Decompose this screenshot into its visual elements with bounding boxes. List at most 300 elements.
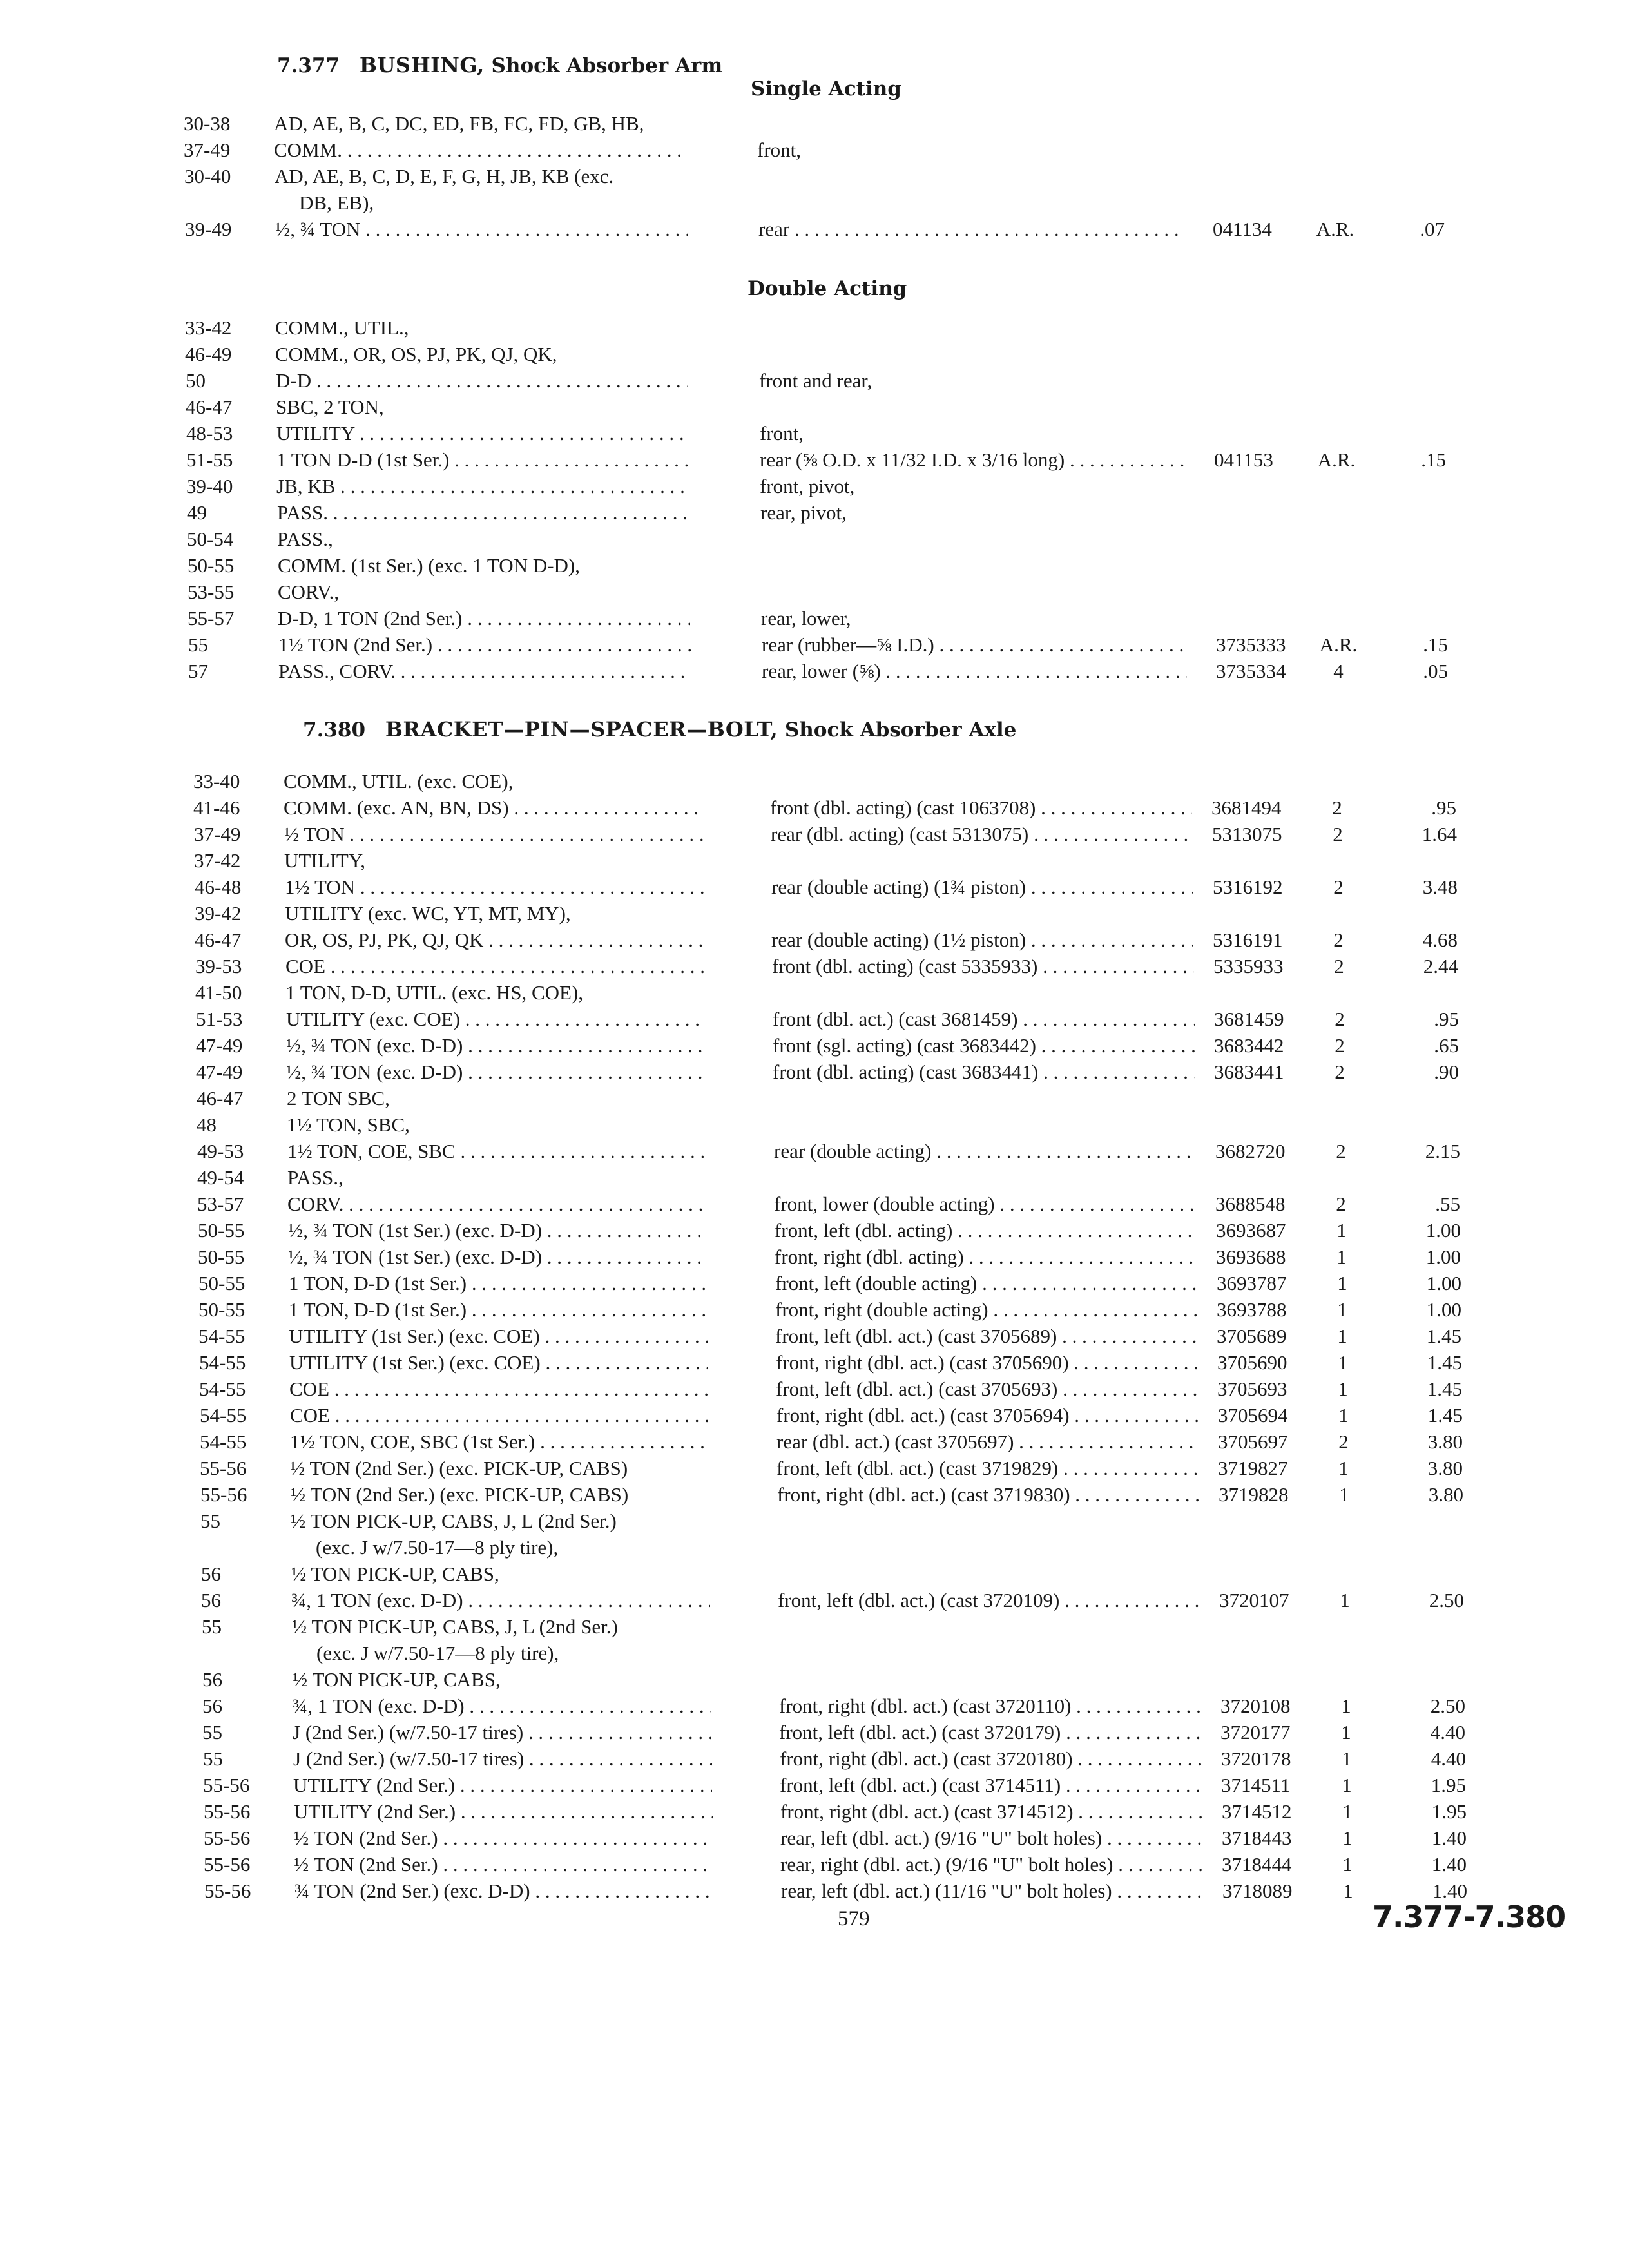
model-description: COMM., UTIL., xyxy=(275,316,409,339)
table-row xyxy=(0,1825,1629,1851)
year-range: 55 xyxy=(203,1747,223,1770)
model-description: ½, ¾ TON (exc. D-D) . . . xyxy=(286,1033,705,1059)
model-description: COMM. (1st Ser.) (exc. 1 TON D-D), xyxy=(278,554,580,577)
year-range: 55-56 xyxy=(200,1457,247,1479)
part-number: 3714511 xyxy=(1221,1774,1291,1796)
quantity: A.R. xyxy=(1317,448,1356,471)
year-range: 46-47 xyxy=(186,396,233,418)
part-number: 3688548 xyxy=(1215,1193,1286,1215)
price: .55 xyxy=(1435,1193,1460,1215)
part-number: 3683442 xyxy=(1214,1034,1284,1057)
model-description: (exc. J w/7.50-17—8 ply tire), xyxy=(316,1642,559,1664)
table-row xyxy=(0,795,1629,821)
model-description: COE . . . xyxy=(289,1376,708,1402)
model-description: PASS. . . . xyxy=(277,500,689,526)
part-description: front, left (dbl. acting) . . . xyxy=(775,1218,1197,1244)
model-description: 1 TON D-D (1st Ser.) . . . xyxy=(276,447,689,473)
model-description: ½ TON (2nd Ser.) (exc. PICK-UP, CABS) xyxy=(291,1483,629,1506)
table-row xyxy=(0,1376,1629,1402)
price: 1.40 xyxy=(1431,1853,1467,1876)
model-description: 1 TON, D-D, UTIL. (exc. HS, COE), xyxy=(285,981,584,1004)
price: 1.40 xyxy=(1432,1879,1467,1902)
model-description: ½ TON PICK-UP, CABS, J, L (2nd Ser.) xyxy=(292,1615,618,1638)
price: 4.68 xyxy=(1422,928,1458,951)
year-range: 46-47 xyxy=(195,928,242,951)
model-description: UTILITY (2nd Ser.) . . . xyxy=(293,1773,712,1798)
table-row xyxy=(0,901,1629,927)
part-number: 3681494 xyxy=(1211,796,1282,819)
model-description: COE . . . xyxy=(285,954,704,979)
model-description: PASS., xyxy=(287,1166,343,1189)
model-description: 1½ TON, SBC, xyxy=(287,1113,410,1136)
price: 1.00 xyxy=(1425,1245,1461,1268)
model-description: ½ TON (2nd Ser.) . . . xyxy=(294,1852,713,1878)
part-number: 3683441 xyxy=(1214,1061,1284,1083)
table-row xyxy=(0,190,1629,216)
table-row xyxy=(0,848,1629,874)
table-row xyxy=(0,1535,1629,1561)
part-description: front, left (dbl. act.) (cast 3705689) . . . xyxy=(775,1323,1197,1349)
part-number: 5316191 xyxy=(1213,928,1283,951)
year-range: 55-56 xyxy=(200,1483,247,1506)
price: 1.45 xyxy=(1427,1351,1462,1374)
price: 4.40 xyxy=(1431,1747,1466,1770)
table-row xyxy=(0,1693,1629,1719)
table-row xyxy=(0,980,1629,1006)
quantity: 2 xyxy=(1338,1430,1349,1453)
model-description: ½ TON PICK-UP, CABS, xyxy=(293,1668,501,1691)
year-range: 39-53 xyxy=(195,955,242,977)
year-range: 57 xyxy=(188,660,208,682)
part-description: front, right (dbl. act.) (cast 3714512) . . . xyxy=(780,1799,1202,1825)
part-description: rear, lower, xyxy=(761,607,851,629)
part-description: front, pivot, xyxy=(760,475,855,497)
quantity: 2 xyxy=(1333,876,1344,898)
price: .15 xyxy=(1423,633,1448,656)
year-range: 46-48 xyxy=(195,876,242,898)
table-row xyxy=(0,1720,1629,1745)
table-row xyxy=(0,1508,1629,1534)
price: .95 xyxy=(1431,796,1456,819)
year-range: 37-42 xyxy=(194,849,241,872)
year-range: 39-42 xyxy=(195,902,242,925)
part-number: 041153 xyxy=(1214,448,1273,471)
quantity: 1 xyxy=(1337,1298,1347,1321)
model-description: PASS., CORV. . . . xyxy=(278,658,691,684)
section-range: 7.377-7.380 xyxy=(1373,1899,1566,1934)
part-number: 3681459 xyxy=(1214,1008,1284,1030)
part-description: front, xyxy=(757,139,802,161)
year-range: 54-55 xyxy=(199,1378,246,1400)
year-range: 50-55 xyxy=(198,1272,246,1294)
quantity: 2 xyxy=(1334,955,1344,977)
quantity: A.R. xyxy=(1319,633,1358,656)
model-description: 1½ TON . . . xyxy=(285,874,704,900)
model-description: COMM., OR, OS, PJ, PK, QJ, QK, xyxy=(275,343,557,365)
part-description: front (dbl. act.) (cast 3681459) . . . xyxy=(773,1006,1195,1032)
part-number: 3693687 xyxy=(1216,1219,1286,1242)
quantity: 1 xyxy=(1337,1272,1347,1294)
year-range: 30-40 xyxy=(184,165,231,187)
year-range: 54-55 xyxy=(200,1404,247,1427)
table-row xyxy=(0,954,1629,979)
year-range: 47-49 xyxy=(196,1061,243,1083)
quantity: 1 xyxy=(1341,1721,1351,1744)
model-description: COE . . . xyxy=(290,1403,709,1428)
quantity: A.R. xyxy=(1316,218,1354,240)
part-description: rear, left (dbl. act.) (11/16 "U" bolt holes) . . . xyxy=(781,1878,1203,1904)
model-description: OR, OS, PJ, PK, QJ, QK . . . xyxy=(285,927,704,953)
page-number: 579 xyxy=(838,1907,870,1930)
part-description: rear, pivot, xyxy=(760,501,847,524)
single-acting-heading: Single Acting xyxy=(751,77,901,101)
model-description: D-D, 1 TON (2nd Ser.) . . . xyxy=(278,606,690,631)
section-subtitle: Shock Absorber Axle xyxy=(784,718,1017,742)
table-row xyxy=(0,526,1629,552)
model-description: COMM., UTIL. (exc. COE), xyxy=(284,770,514,793)
part-description: rear (double acting) (1½ piston) . . . xyxy=(771,927,1193,953)
part-description: rear, right (dbl. act.) (9/16 "U" bolt holes) . . . xyxy=(780,1852,1202,1878)
price: .05 xyxy=(1423,660,1448,682)
section-name: BUSHING, xyxy=(359,53,485,77)
year-range: 30-38 xyxy=(184,112,231,135)
year-range: 37-49 xyxy=(184,139,231,161)
price: 1.64 xyxy=(1422,823,1457,845)
price: .07 xyxy=(1420,218,1445,240)
table-row xyxy=(0,1271,1629,1296)
part-description: front (dbl. acting) (cast 5335933) . . . xyxy=(772,954,1194,979)
table-row xyxy=(0,1746,1629,1772)
table-row xyxy=(0,769,1629,794)
table-row xyxy=(0,394,1629,420)
model-description: ½ TON (2nd Ser.) (exc. PICK-UP, CABS) xyxy=(290,1457,628,1479)
model-description: UTILITY, xyxy=(284,849,365,872)
year-range: 37-49 xyxy=(194,823,241,845)
table-row xyxy=(0,1165,1629,1191)
table-row xyxy=(0,1139,1629,1164)
part-number: 3693787 xyxy=(1217,1272,1287,1294)
table-row xyxy=(0,474,1629,499)
table-row xyxy=(0,1086,1629,1111)
table-row xyxy=(0,421,1629,447)
quantity: 1 xyxy=(1341,1695,1351,1717)
table-row xyxy=(0,927,1629,953)
price: 2.15 xyxy=(1425,1140,1460,1162)
section-7377-heading xyxy=(277,53,722,77)
model-description: DB, EB), xyxy=(299,191,374,214)
model-description: AD, AE, B, C, D, E, F, G, H, JB, KB (exc. xyxy=(275,165,614,187)
part-number: 3705690 xyxy=(1217,1351,1287,1374)
quantity: 2 xyxy=(1335,1008,1345,1030)
model-description: 1 TON, D-D (1st Ser.) . . . xyxy=(289,1271,708,1296)
table-row xyxy=(0,822,1629,847)
table-row xyxy=(0,1561,1629,1587)
part-number: 3720177 xyxy=(1220,1721,1291,1744)
table-row xyxy=(0,1218,1629,1244)
quantity: 4 xyxy=(1333,660,1344,682)
year-range: 55 xyxy=(200,1510,220,1532)
table-row xyxy=(0,315,1629,341)
part-description: front, right (dbl. act.) (cast 3719830) . . . xyxy=(777,1482,1199,1508)
part-number: 3718443 xyxy=(1222,1827,1292,1849)
year-range: 51-55 xyxy=(186,448,233,471)
table-row xyxy=(0,1640,1629,1666)
part-number: 3693788 xyxy=(1217,1298,1287,1321)
model-description: ¾, 1 TON (exc. D-D) . . . xyxy=(293,1693,711,1719)
year-range: 50-55 xyxy=(198,1298,246,1321)
part-description: front, right (dbl. act.) (cast 3705690) . . . xyxy=(776,1350,1198,1376)
part-description: front, left (dbl. act.) (cast 3714511) . . . xyxy=(780,1773,1202,1798)
table-row xyxy=(0,1799,1629,1825)
model-description: UTILITY (exc. WC, YT, MT, MY), xyxy=(285,902,571,925)
year-range: 55-56 xyxy=(204,1853,251,1876)
part-description: front (dbl. acting) (cast 1063708) . . . xyxy=(770,795,1192,821)
part-description: front, left (dbl. act.) (cast 3720109) . . . xyxy=(778,1588,1200,1613)
quantity: 2 xyxy=(1333,823,1343,845)
quantity: 1 xyxy=(1337,1325,1347,1347)
quantity: 1 xyxy=(1342,1853,1353,1876)
quantity: 1 xyxy=(1336,1245,1347,1268)
part-number: 3693688 xyxy=(1216,1245,1286,1268)
part-number: 3682720 xyxy=(1215,1140,1286,1162)
year-range: 33-40 xyxy=(193,770,240,793)
table-row xyxy=(0,606,1629,631)
price: 1.95 xyxy=(1431,1774,1466,1796)
table-row xyxy=(0,1112,1629,1138)
part-number: 3705697 xyxy=(1218,1430,1288,1453)
table-row xyxy=(0,368,1629,394)
price: 3.80 xyxy=(1427,1430,1463,1453)
year-range: 49-53 xyxy=(197,1140,244,1162)
part-description: front, right (dbl. acting) . . . xyxy=(775,1244,1197,1270)
year-range: 54-55 xyxy=(200,1430,247,1453)
part-description: rear (double acting) . . . xyxy=(774,1139,1196,1164)
quantity: 1 xyxy=(1336,1219,1347,1242)
year-range: 55 xyxy=(188,633,208,656)
price: .15 xyxy=(1421,448,1446,471)
model-description: COMM. . . . xyxy=(274,137,686,163)
price: 3.80 xyxy=(1428,1483,1463,1506)
price: 1.45 xyxy=(1427,1378,1462,1400)
year-range: 55-56 xyxy=(204,1800,251,1823)
table-row xyxy=(0,632,1629,658)
price: 1.00 xyxy=(1425,1219,1461,1242)
table-row xyxy=(0,1852,1629,1878)
part-description: front, right (double acting) . . . xyxy=(775,1297,1197,1323)
section-name: BRACKET—PIN—SPACER—BOLT, xyxy=(385,717,778,742)
year-range: 54-55 xyxy=(198,1325,246,1347)
part-number: 3705693 xyxy=(1217,1378,1287,1400)
section-number: 7.380 xyxy=(303,718,366,742)
part-number: 041134 xyxy=(1213,218,1272,240)
model-description: 1½ TON, COE, SBC (1st Ser.) . . . xyxy=(290,1429,709,1455)
table-row xyxy=(0,1297,1629,1323)
table-row xyxy=(0,874,1629,900)
part-description: rear . . . xyxy=(758,216,1184,242)
part-number: 5316192 xyxy=(1213,876,1283,898)
part-number: 3720178 xyxy=(1221,1747,1291,1770)
year-range: 47-49 xyxy=(196,1034,243,1057)
part-number: 3714512 xyxy=(1222,1800,1292,1823)
part-number: 3718444 xyxy=(1222,1853,1292,1876)
quantity: 1 xyxy=(1338,1378,1348,1400)
price: .95 xyxy=(1434,1008,1459,1030)
model-description: UTILITY (exc. COE) . . . xyxy=(286,1006,705,1032)
price: .65 xyxy=(1434,1034,1459,1057)
double-acting-heading: Double Acting xyxy=(747,277,907,300)
part-description: rear (double acting) (1¾ piston) . . . xyxy=(771,874,1193,900)
part-description: front (dbl. acting) (cast 3683441) . . . xyxy=(773,1059,1195,1085)
table-row xyxy=(0,447,1629,473)
model-description: CORV., xyxy=(278,581,340,603)
year-range: 56 xyxy=(201,1562,221,1585)
part-description: front, left (dbl. act.) (cast 3719829) . . . xyxy=(776,1456,1199,1481)
year-range: 56 xyxy=(202,1695,222,1717)
part-number: 5313075 xyxy=(1212,823,1282,845)
part-description: rear (rubber—⅝ I.D.) . . . xyxy=(762,632,1187,658)
part-number: 3718089 xyxy=(1222,1879,1293,1902)
price: 3.48 xyxy=(1422,876,1458,898)
quantity: 1 xyxy=(1338,1457,1349,1479)
quantity: 1 xyxy=(1342,1774,1352,1796)
quantity: 2 xyxy=(1335,1034,1345,1057)
year-range: 55 xyxy=(202,1721,222,1744)
part-description: front, right (dbl. act.) (cast 3705694) . . . xyxy=(776,1403,1199,1428)
quantity: 1 xyxy=(1338,1404,1349,1427)
part-description: front, left (dbl. act.) (cast 3705693) . . . xyxy=(776,1376,1198,1402)
table-row xyxy=(0,1482,1629,1508)
part-number: 3720107 xyxy=(1219,1589,1289,1611)
table-row xyxy=(0,137,1629,163)
year-range: 55-56 xyxy=(204,1827,251,1849)
year-range: 55 xyxy=(202,1615,222,1638)
part-description: rear (dbl. acting) (cast 5313075) . . . xyxy=(771,822,1193,847)
quantity: 2 xyxy=(1336,1140,1346,1162)
quantity: 2 xyxy=(1332,796,1342,819)
part-description: front, right (dbl. act.) (cast 3720180) . . . xyxy=(780,1746,1202,1772)
table-row xyxy=(0,341,1629,367)
part-number: 3719828 xyxy=(1219,1483,1289,1506)
table-row xyxy=(0,1244,1629,1270)
model-description: SBC, 2 TON, xyxy=(276,396,384,418)
year-range: 55-57 xyxy=(188,607,235,629)
model-description: ½, ¾ TON (exc. D-D) . . . xyxy=(286,1059,705,1085)
table-row xyxy=(0,1059,1629,1085)
year-range: 41-50 xyxy=(195,981,242,1004)
year-range: 50-54 xyxy=(187,528,234,550)
price: 2.44 xyxy=(1423,955,1458,977)
part-description: front, lower (double acting) . . . xyxy=(774,1191,1196,1217)
part-description: front (sgl. acting) (cast 3683442) . . . xyxy=(773,1033,1195,1059)
year-range: 56 xyxy=(202,1668,222,1691)
table-row xyxy=(0,111,1629,137)
table-row xyxy=(0,658,1629,684)
model-description: 2 TON SBC, xyxy=(287,1087,390,1110)
year-range: 50 xyxy=(186,369,206,392)
model-description: AD, AE, B, C, DC, ED, FB, FC, FD, GB, HB, xyxy=(274,112,644,135)
year-range: 41-46 xyxy=(193,796,240,819)
price: 3.80 xyxy=(1427,1457,1463,1479)
table-row xyxy=(0,500,1629,526)
model-description: COMM. (exc. AN, BN, DS) . . . xyxy=(284,795,702,821)
table-row xyxy=(0,579,1629,605)
year-range: 48-53 xyxy=(186,422,233,445)
part-number: 3735333 xyxy=(1216,633,1286,656)
part-number: 3719827 xyxy=(1218,1457,1288,1479)
table-row xyxy=(0,1456,1629,1481)
table-row xyxy=(0,1773,1629,1798)
model-description: ¾ TON (2nd Ser.) (exc. D-D) . . . xyxy=(294,1878,713,1904)
part-number: 3720108 xyxy=(1220,1695,1291,1717)
model-description: ½ TON (2nd Ser.) . . . xyxy=(294,1825,713,1851)
table-row xyxy=(0,1033,1629,1059)
model-description: CORV. . . . xyxy=(287,1191,706,1217)
part-number: 3705689 xyxy=(1217,1325,1287,1347)
price: 1.00 xyxy=(1426,1272,1461,1294)
model-description: 1½ TON (2nd Ser.) . . . xyxy=(278,632,691,658)
table-row xyxy=(0,1588,1629,1613)
year-range: 55-56 xyxy=(203,1774,250,1796)
table-row xyxy=(0,1323,1629,1349)
price: 1.95 xyxy=(1431,1800,1467,1823)
year-range: 50-55 xyxy=(198,1245,245,1268)
table-row xyxy=(0,1667,1629,1693)
year-range: 54-55 xyxy=(199,1351,246,1374)
model-description: 1 TON, D-D (1st Ser.) . . . xyxy=(289,1297,708,1323)
model-description: ½, ¾ TON (1st Ser.) (exc. D-D) . . . xyxy=(288,1218,707,1244)
price: 1.45 xyxy=(1427,1404,1463,1427)
table-row xyxy=(0,553,1629,579)
part-description: front, right (dbl. act.) (cast 3720110) . . . xyxy=(779,1693,1201,1719)
table-row xyxy=(0,1403,1629,1428)
price: 2.50 xyxy=(1430,1695,1465,1717)
model-description: ½, ¾ TON . . . xyxy=(275,216,688,242)
year-range: 50-55 xyxy=(198,1219,245,1242)
model-description: J (2nd Ser.) (w/7.50-17 tires) . . . xyxy=(293,1720,711,1745)
model-description: 1½ TON, COE, SBC . . . xyxy=(287,1139,706,1164)
model-description: JB, KB . . . xyxy=(276,474,689,499)
quantity: 2 xyxy=(1335,1061,1345,1083)
year-range: 48 xyxy=(197,1113,217,1136)
price: .90 xyxy=(1434,1061,1459,1083)
year-range: 46-47 xyxy=(197,1087,244,1110)
price: 2.50 xyxy=(1429,1589,1464,1611)
table-row xyxy=(0,164,1629,189)
model-description: UTILITY (1st Ser.) (exc. COE) . . . xyxy=(289,1350,708,1376)
model-description: UTILITY (2nd Ser.) . . . xyxy=(294,1799,713,1825)
model-description: ½ TON . . . xyxy=(284,822,703,847)
table-row xyxy=(0,1429,1629,1455)
year-range: 51-53 xyxy=(196,1008,243,1030)
model-description: ¾, 1 TON (exc. D-D) . . . xyxy=(291,1588,710,1613)
quantity: 1 xyxy=(1339,1483,1349,1506)
quantity: 1 xyxy=(1342,1747,1352,1770)
quantity: 2 xyxy=(1336,1193,1346,1215)
price: 1.40 xyxy=(1431,1827,1467,1849)
model-description: UTILITY (1st Ser.) (exc. COE) . . . xyxy=(289,1323,708,1349)
model-description: UTILITY . . . xyxy=(276,421,689,447)
model-description: PASS., xyxy=(277,528,333,550)
part-number: 3735334 xyxy=(1216,660,1286,682)
price: 1.00 xyxy=(1426,1298,1461,1321)
part-number: 5335933 xyxy=(1213,955,1284,977)
year-range: 50-55 xyxy=(188,554,235,577)
quantity: 1 xyxy=(1342,1800,1353,1823)
year-range: 39-40 xyxy=(186,475,233,497)
table-row xyxy=(0,1006,1629,1032)
quantity: 1 xyxy=(1343,1879,1353,1902)
part-description: rear (dbl. act.) (cast 3705697) . . . xyxy=(776,1429,1199,1455)
